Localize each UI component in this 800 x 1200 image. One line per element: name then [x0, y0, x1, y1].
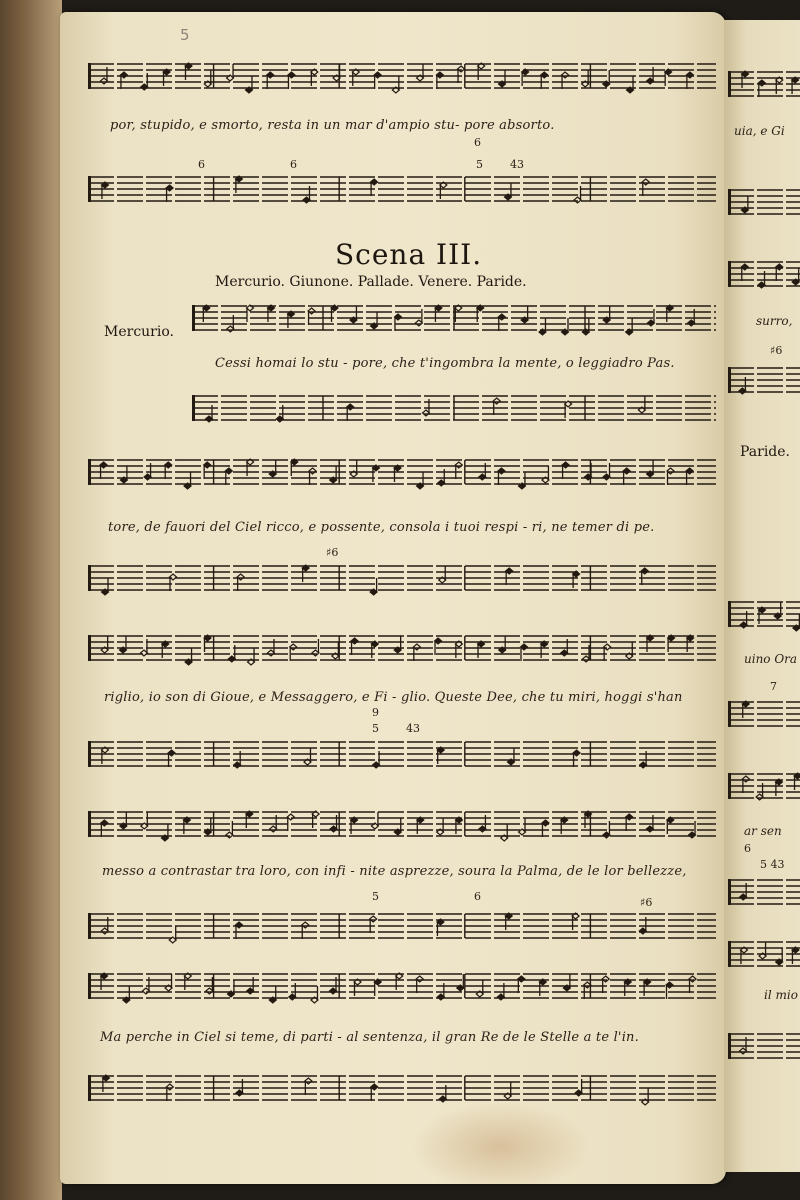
note — [666, 982, 673, 999]
note — [267, 305, 274, 322]
note — [774, 602, 781, 619]
note — [227, 64, 234, 81]
note — [521, 306, 528, 323]
staff-drawing — [728, 1032, 800, 1060]
staff-drawing — [728, 772, 800, 800]
lyric-line: messo a contrastar tra loro, con infi - nite asprezze, soura la Palma, de le lor bellezze, — [102, 864, 687, 879]
voice-staff — [728, 70, 800, 98]
note — [742, 701, 749, 718]
staff-drawing — [88, 62, 716, 90]
note — [396, 973, 403, 990]
note — [287, 814, 294, 831]
lyric-fragment: il mio — [764, 988, 798, 1002]
note — [455, 817, 462, 834]
note — [185, 63, 192, 80]
note — [505, 913, 512, 930]
note — [120, 466, 127, 483]
note — [562, 72, 569, 89]
note — [311, 69, 318, 86]
note — [776, 948, 783, 965]
note — [792, 268, 799, 285]
clef-mark — [728, 367, 731, 393]
note — [504, 1082, 511, 1099]
note — [793, 614, 800, 631]
staff-drawing — [88, 175, 716, 203]
note — [499, 636, 506, 653]
note — [204, 462, 211, 479]
figured-bass-number: 6 — [474, 890, 481, 903]
note — [142, 977, 149, 994]
note — [302, 565, 309, 582]
note — [604, 644, 611, 661]
note — [507, 748, 514, 765]
note — [237, 574, 244, 591]
note — [458, 66, 465, 83]
note — [603, 306, 610, 323]
staff-drawing — [88, 564, 716, 592]
note — [504, 183, 511, 200]
lyric-line: Ma perche in Ciel si teme, di parti - al sentenza, il gran Re de le Stelle a te l'in. — [100, 1030, 639, 1045]
lyric-line: tore, de fauori del Ciel ricco, e possente, consola i tuoi respi - ri, ne temer di pe. — [108, 520, 655, 535]
voice-staff — [88, 810, 716, 838]
score-page — [60, 12, 726, 1184]
figured-bass-number: ♯6 — [640, 896, 653, 909]
note — [352, 69, 359, 86]
note — [392, 76, 399, 93]
note — [291, 459, 298, 476]
note — [235, 176, 242, 193]
staff-drawing — [88, 458, 716, 486]
staff-drawing — [728, 940, 800, 968]
clef-mark — [728, 879, 731, 905]
note — [561, 318, 568, 335]
note — [168, 750, 175, 767]
note — [562, 462, 569, 479]
note — [101, 973, 108, 990]
figured-bass-number: 9 — [372, 706, 379, 719]
note — [642, 1088, 649, 1105]
figured-bass-number: ♯6 — [770, 344, 783, 357]
note — [101, 182, 108, 199]
speaker-name: Paride. — [740, 444, 791, 460]
note — [439, 566, 446, 583]
note — [742, 71, 749, 88]
staff-drawing — [728, 366, 800, 394]
note — [642, 179, 649, 196]
note — [247, 459, 254, 476]
clef-mark — [88, 811, 91, 837]
staff-drawing — [192, 394, 716, 422]
note — [626, 814, 633, 831]
note — [351, 638, 358, 655]
note — [374, 979, 381, 996]
figured-bass-number: 7 — [770, 680, 777, 693]
note — [689, 976, 696, 993]
note — [161, 824, 168, 841]
note — [394, 818, 401, 835]
note — [741, 264, 748, 281]
figured-bass-number: 5 — [476, 158, 483, 171]
note — [170, 574, 177, 591]
staff-drawing — [88, 972, 716, 1000]
staff-drawing — [728, 188, 800, 216]
voice-staff — [88, 62, 716, 90]
note — [371, 179, 378, 196]
clef-mark — [728, 189, 731, 215]
note — [304, 748, 311, 765]
clef-mark — [88, 459, 91, 485]
staff-drawing — [192, 304, 716, 332]
note — [520, 644, 527, 661]
note — [518, 976, 525, 993]
note — [455, 305, 462, 322]
note — [394, 636, 401, 653]
note — [102, 1075, 109, 1092]
note — [563, 974, 570, 991]
note — [332, 642, 339, 659]
staff-drawing — [88, 740, 716, 768]
note — [686, 468, 693, 485]
voice-staff — [192, 304, 716, 332]
clef-mark — [88, 913, 91, 939]
note — [330, 466, 337, 483]
note — [163, 69, 170, 86]
staff-drawing — [728, 600, 800, 628]
note — [740, 947, 747, 964]
staff-drawing — [88, 1074, 716, 1102]
note — [184, 472, 191, 489]
note — [506, 568, 513, 585]
note — [204, 818, 211, 835]
note — [416, 976, 423, 993]
note — [354, 979, 361, 996]
voice-staff — [88, 458, 716, 486]
note — [394, 314, 401, 331]
speaker-name: Mercurio. — [104, 324, 174, 340]
clef-mark — [88, 63, 91, 89]
note — [582, 318, 589, 335]
note — [792, 947, 799, 964]
note — [541, 72, 548, 89]
note — [498, 468, 505, 485]
bass-staff — [728, 878, 800, 906]
note — [775, 779, 782, 796]
note — [493, 398, 500, 415]
note — [436, 72, 443, 89]
clef-mark — [728, 1033, 731, 1059]
note — [162, 641, 169, 658]
note — [308, 308, 315, 325]
note — [644, 979, 651, 996]
note — [742, 776, 749, 793]
note — [647, 635, 654, 652]
bass-staff — [192, 394, 716, 422]
note — [478, 63, 485, 80]
note — [100, 462, 107, 479]
staff-drawing — [728, 70, 800, 98]
note — [627, 76, 634, 93]
figured-bass-number: ♯6 — [326, 546, 339, 559]
note — [119, 636, 126, 653]
note — [638, 396, 645, 413]
note — [246, 811, 253, 828]
note — [101, 636, 108, 653]
clef-mark — [192, 305, 195, 331]
note — [623, 468, 630, 485]
note — [519, 818, 526, 835]
note — [561, 817, 568, 834]
note — [235, 922, 242, 939]
lyric-line: Cessi homai lo stu - pore, che t'ingombra la mente, o leggiadro Pas. — [215, 356, 675, 371]
note — [184, 973, 191, 990]
clef-mark — [88, 973, 91, 999]
note — [347, 404, 354, 421]
lyric-line: riglio, io son di Gioue, e Messaggero, e Fi - glio. Queste Dee, che tu miri, hoggi s'han — [104, 690, 683, 705]
bass-staff — [728, 700, 800, 728]
note — [440, 182, 447, 199]
note — [437, 818, 444, 835]
note — [455, 462, 462, 479]
voice-staff — [728, 600, 800, 628]
note — [246, 305, 253, 322]
note — [371, 641, 378, 658]
bass-staff — [88, 175, 716, 203]
note — [573, 571, 580, 588]
voice-staff — [88, 634, 716, 662]
note — [269, 460, 276, 477]
staff-drawing — [728, 700, 800, 728]
note — [165, 974, 172, 991]
note — [435, 305, 442, 322]
note — [417, 64, 424, 81]
note — [185, 648, 192, 665]
note — [457, 974, 464, 991]
note — [665, 69, 672, 86]
note — [539, 979, 546, 996]
note — [120, 72, 127, 89]
note — [374, 72, 381, 89]
lyric-fragment: surro, — [756, 314, 793, 328]
clef-mark — [88, 741, 91, 767]
note — [667, 468, 674, 485]
clef-mark — [728, 261, 731, 287]
figured-bass-number: 5 — [372, 890, 379, 903]
note — [565, 401, 572, 418]
note — [102, 578, 109, 595]
note — [501, 824, 508, 841]
note — [394, 465, 401, 482]
note — [624, 979, 631, 996]
note — [120, 812, 127, 829]
figured-bass-number: 5 43 — [760, 858, 785, 871]
note — [203, 305, 210, 322]
next-page-edge — [724, 20, 800, 1172]
note — [741, 196, 748, 213]
note — [603, 70, 610, 87]
figured-bass-number: 6 — [198, 158, 205, 171]
paper-stain — [410, 1102, 590, 1184]
staff-drawing — [728, 260, 800, 288]
note — [141, 812, 148, 829]
lyric-fragment: uino Ora — [744, 652, 798, 666]
note — [792, 77, 799, 94]
note — [573, 750, 580, 767]
note — [372, 465, 379, 482]
note — [267, 72, 274, 89]
bass-staff — [88, 912, 716, 940]
note — [371, 812, 378, 829]
note — [309, 468, 316, 485]
note — [417, 817, 424, 834]
lyric-line: por, stupido, e smorto, resta in un mar d'ampio stu- pore absorto. — [110, 118, 555, 133]
note — [626, 642, 633, 659]
book-spine — [0, 0, 62, 1200]
note — [417, 472, 424, 489]
note — [166, 1084, 173, 1101]
clef-mark — [88, 176, 91, 202]
note — [413, 644, 420, 661]
note — [758, 80, 765, 97]
note — [350, 306, 357, 323]
figured-bass-number: 5 — [372, 722, 379, 735]
note — [582, 70, 589, 87]
note — [351, 817, 358, 834]
note — [541, 641, 548, 658]
note — [498, 70, 505, 87]
voice-staff — [728, 940, 800, 968]
note — [437, 747, 444, 764]
note — [101, 820, 108, 837]
note — [572, 913, 579, 930]
clef-mark — [728, 941, 731, 967]
note — [455, 641, 462, 658]
note — [311, 986, 318, 1003]
staff-drawing — [88, 912, 716, 940]
note — [370, 578, 377, 595]
note — [227, 980, 234, 997]
note — [759, 942, 766, 959]
note — [204, 70, 211, 87]
figured-bass-number: 43 — [406, 722, 420, 735]
staff-drawing — [728, 878, 800, 906]
note — [225, 468, 232, 485]
bass-staff — [88, 1074, 716, 1102]
note — [169, 926, 176, 943]
lyric-fragment: uia, e Gi — [734, 124, 785, 138]
staff-drawing — [88, 634, 716, 662]
note — [183, 817, 190, 834]
bass-staff — [88, 740, 716, 768]
note — [498, 314, 505, 331]
note — [204, 635, 211, 652]
note — [776, 264, 783, 281]
clef-mark — [88, 635, 91, 661]
note — [437, 919, 444, 936]
scene-title: Scena III. — [335, 238, 483, 271]
note — [302, 922, 309, 939]
note — [539, 318, 546, 335]
note — [647, 460, 654, 477]
note — [287, 311, 294, 328]
note — [542, 820, 549, 837]
note — [370, 916, 377, 933]
note — [667, 817, 674, 834]
note — [248, 648, 255, 665]
note — [435, 638, 442, 655]
note — [123, 986, 130, 1003]
note — [602, 976, 609, 993]
voice-staff — [88, 972, 716, 1000]
note — [626, 318, 633, 335]
note — [166, 185, 173, 202]
note — [668, 635, 675, 652]
note — [305, 1078, 312, 1095]
bass-staff — [728, 366, 800, 394]
note — [522, 69, 529, 86]
clef-mark — [192, 395, 195, 421]
note — [686, 72, 693, 89]
staff-drawing — [88, 810, 716, 838]
clef-mark — [88, 1075, 91, 1101]
note — [333, 64, 340, 81]
note — [245, 76, 252, 93]
note — [758, 607, 765, 624]
note — [518, 472, 525, 489]
note — [350, 460, 357, 477]
clef-mark — [728, 601, 731, 627]
note — [269, 986, 276, 1003]
lyric-fragment: ar sen — [744, 824, 782, 838]
clef-mark — [728, 773, 731, 799]
note — [288, 72, 295, 89]
note — [542, 466, 549, 483]
note — [666, 305, 673, 322]
note — [165, 462, 172, 479]
note — [476, 980, 483, 997]
note — [101, 747, 108, 764]
bass-staff — [728, 1032, 800, 1060]
bass-staff — [728, 188, 800, 216]
note — [687, 635, 694, 652]
pencil-folio-number: 5 — [180, 26, 190, 44]
note — [478, 641, 485, 658]
note — [641, 568, 648, 585]
note — [794, 773, 800, 790]
figured-bass-number: 6 — [474, 136, 481, 149]
note — [776, 77, 783, 94]
note — [290, 644, 297, 661]
clef-mark — [88, 565, 91, 591]
note — [312, 811, 319, 828]
figured-bass-number: 43 — [510, 158, 524, 171]
note — [371, 312, 378, 329]
voice-staff — [728, 772, 800, 800]
note — [331, 305, 338, 322]
bass-staff — [88, 564, 716, 592]
clef-mark — [728, 71, 731, 97]
note — [371, 1084, 378, 1101]
scene-characters: Mercurio. Giunone. Pallade. Venere. Paride. — [215, 274, 527, 290]
clef-mark — [728, 701, 731, 727]
note — [477, 305, 484, 322]
voice-staff — [728, 260, 800, 288]
figured-bass-number: 6 — [290, 158, 297, 171]
figured-bass-number: 6 — [744, 842, 751, 855]
